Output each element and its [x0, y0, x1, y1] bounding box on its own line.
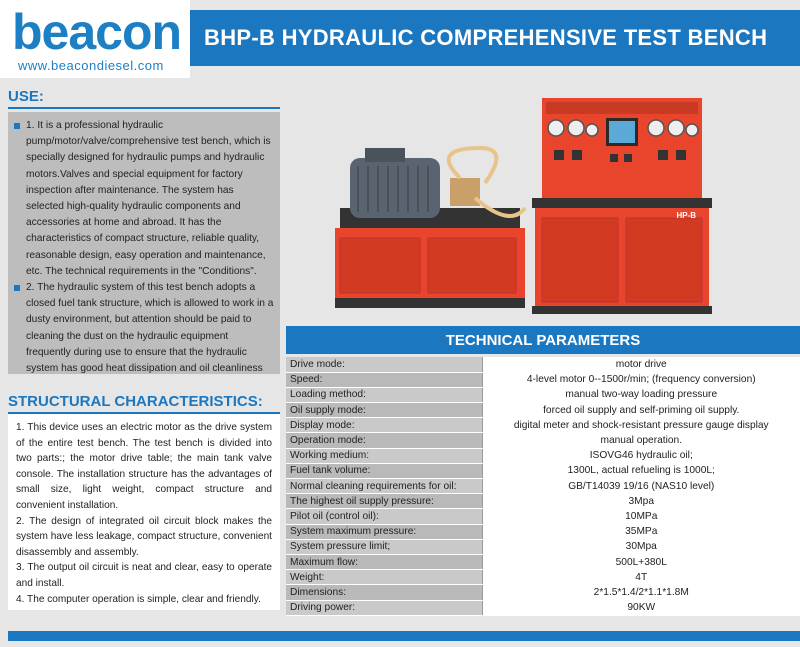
parameter-value: 500L+380L — [482, 554, 800, 569]
parameter-row — [286, 403, 800, 418]
bullet-icon — [14, 285, 20, 291]
parameter-row — [286, 418, 800, 433]
use-item-text: 1. It is a professional hydraulic pump/motor/valve/comprehensive test bench, which is specially designed for hydraulic pumps and hydraulic motors.Valves and special equipment for factory inspection after maintenance. The system has selected high-quality hydraulic components and accessories at home and abroad. It has the characteristics of compact structure, reliable quality, reasonable design, easy operation and maintenance, etc. The technical requirements in the "Conditions". — [26, 120, 271, 277]
parameter-value: 10MPa — [482, 509, 800, 524]
parameters-body — [286, 357, 800, 615]
left-unit-door — [428, 238, 516, 293]
parameter-row — [286, 387, 800, 402]
screen-display — [609, 121, 635, 143]
tank-door — [542, 218, 618, 302]
structure-box — [8, 414, 280, 610]
parameter-name: Speed: — [286, 372, 482, 387]
use-divider — [8, 107, 280, 109]
parameter-value: 30Mpa — [482, 539, 800, 554]
logo-url: www.beacondiesel.com — [18, 58, 164, 73]
console-top-strip — [546, 102, 698, 114]
structure-heading: STRUCTURAL CHARACTERISTICS: — [8, 393, 263, 410]
parameter-name: Pilot oil (control oil): — [286, 509, 482, 524]
parameter-name: Drive mode: — [286, 357, 482, 372]
parameter-row — [286, 463, 800, 478]
use-item-2 — [14, 280, 274, 377]
parameter-row — [286, 357, 800, 372]
parameter-name: Fuel tank volume: — [286, 463, 482, 478]
parameter-row — [286, 600, 800, 615]
parameter-row — [286, 509, 800, 524]
parameter-name: Oil supply mode: — [286, 403, 482, 418]
machine-label: HP-B — [676, 211, 696, 220]
parameter-name: System maximum pressure: — [286, 524, 482, 539]
console-desk — [532, 198, 712, 208]
bullet-icon — [14, 123, 20, 129]
parameter-value: motor drive — [482, 357, 800, 372]
parameter-row — [286, 570, 800, 585]
parameter-value: 1300L, actual refueling is 1000L; — [482, 463, 800, 478]
parameter-row — [286, 554, 800, 569]
structure-item-2: 2. The design of integrated oil circuit block makes the system have less leakage, compact structure, convenient disassembly and assembly. — [16, 515, 272, 558]
use-item-text: 2. The hydraulic system of this test bench adopts a closed fuel tank structure, which is allowed to work in a dusty environment, but attention should be paid to cleaning the dust on the hydraulic equipment frequently during use to ensure that the hydraulic system has good heat dissipation and oil cleanliness — [26, 282, 274, 375]
parameter-value: 2*1.5*1.4/2*1.1*1.8M — [482, 585, 800, 600]
parameter-name: Operation mode: — [286, 433, 482, 448]
page-title: BHP-B HYDRAULIC COMPREHENSIVE TEST BENCH — [204, 25, 768, 50]
left-unit-door — [340, 238, 420, 293]
parameter-row — [286, 448, 800, 463]
parameter-value: 90KW — [482, 600, 800, 615]
parameter-value: GB/T14039 19/16 (NAS10 level) — [482, 479, 800, 494]
parameter-value: 4T — [482, 570, 800, 585]
parameter-value: forced oil supply and self-priming oil supply. — [482, 403, 800, 418]
parameter-value: manual operation. — [482, 433, 800, 448]
parameter-name: Working medium: — [286, 448, 482, 463]
parameter-row — [286, 585, 800, 600]
parameter-row — [286, 494, 800, 509]
parameter-row — [286, 524, 800, 539]
title-bar — [190, 10, 800, 66]
parameter-row — [286, 372, 800, 387]
use-item-1 — [14, 118, 274, 280]
parameter-value: 35MPa — [482, 524, 800, 539]
structure-item-4: 4. The computer operation is simple, clear and friendly. — [16, 593, 261, 605]
parameters-heading: TECHNICAL PARAMETERS — [286, 326, 800, 354]
parameter-name: System pressure limit; — [286, 539, 482, 554]
logo — [0, 0, 190, 78]
hose — [449, 148, 497, 183]
use-heading: USE: — [8, 88, 44, 105]
parameter-name: Driving power: — [286, 600, 482, 615]
parameters-table — [286, 357, 800, 616]
parameter-row — [286, 479, 800, 494]
parameter-name: Dimensions: — [286, 585, 482, 600]
parameter-row — [286, 539, 800, 554]
test-bench-photo — [310, 88, 800, 324]
parameter-name: Normal cleaning requirements for oil: — [286, 479, 482, 494]
parameter-name: Display mode: — [286, 418, 482, 433]
structure-item-3: 3. The output oil circuit is neat and clear, easy to operate and install. — [16, 562, 272, 589]
parameter-value: 3Mpa — [482, 494, 800, 509]
structure-item-1: 1. This device uses an electric motor as the drive system of the entire test bench. The test bench is divided into two parts:; the motor drive table; the main tank valve console. The installation structure has the advantages of small size, light weight, compact structure and convenient installation. — [16, 422, 272, 511]
use-box — [8, 112, 280, 374]
motor-terminal-box — [365, 148, 405, 162]
parameter-name: Weight: — [286, 570, 482, 585]
left-unit-base — [335, 298, 525, 308]
logo-wordmark: beacon — [12, 4, 182, 60]
bottom-bar — [8, 631, 800, 641]
parameter-row — [286, 433, 800, 448]
parameter-name: The highest oil supply pressure: — [286, 494, 482, 509]
tank-base — [532, 306, 712, 314]
parameter-value: manual two-way loading pressure — [482, 387, 800, 402]
hydraulic-pump — [450, 178, 480, 206]
parameter-value: ISOVG46 hydraulic oil; — [482, 448, 800, 463]
electric-motor — [350, 158, 440, 218]
parameter-name: Loading method: — [286, 387, 482, 402]
parameter-value: digital meter and shock-resistant pressure gauge display — [482, 418, 800, 433]
parameter-name: Maximum flow: — [286, 554, 482, 569]
parameter-value: 4-level motor 0--1500r/min; (frequency conversion) — [482, 372, 800, 387]
tank-door — [626, 218, 702, 302]
